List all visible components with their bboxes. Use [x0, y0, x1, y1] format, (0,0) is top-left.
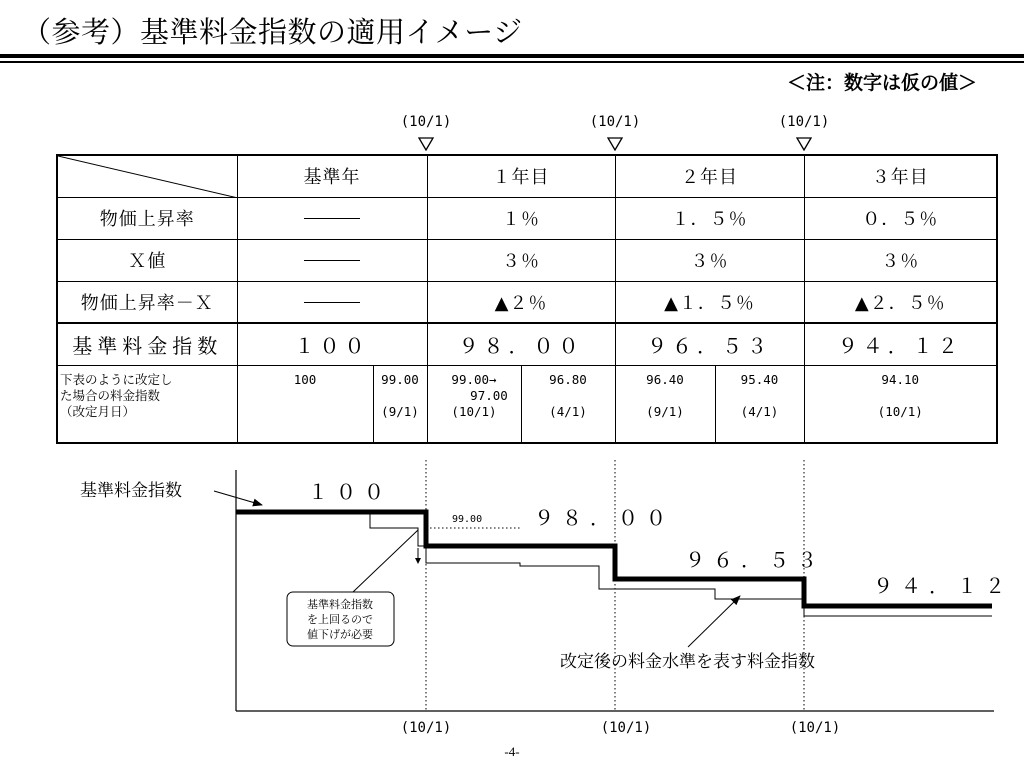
revision-date: (9/1) — [381, 403, 419, 419]
revision-value: 99.00 — [381, 371, 419, 387]
row-label-inflation: 物価上昇率 — [57, 197, 237, 239]
revision-date: (9/1) — [646, 403, 684, 419]
revision-value: 100 — [293, 371, 317, 387]
revision-value: 95.40 — [740, 371, 779, 387]
index-label-leader — [214, 491, 262, 505]
revision-value: 94.10 — [881, 371, 920, 387]
base-index-year-3: ９４．１２ — [804, 323, 997, 365]
bottom-date-label-3: (10/1) — [789, 720, 841, 736]
page-title: （参考）基準料金指数の適用イメージ — [22, 15, 523, 49]
x-value-year-1: ３％ — [427, 239, 615, 281]
revision-date: (10/1) — [877, 403, 923, 419]
top-date-label-3: (10/1) — [778, 114, 830, 130]
top-date-label-2: (10/1) — [589, 114, 641, 130]
revision-value-2: 97.00 — [470, 387, 508, 403]
inflation-year-3: ０．５％ — [804, 197, 997, 239]
inflation-year-1: １％ — [427, 197, 615, 239]
row-label-inflation-minus-x: 物価上昇率－Ｘ — [57, 281, 237, 323]
row-label-x-value: Ｘ値 — [57, 239, 237, 281]
base-index-base: １００ — [237, 323, 427, 365]
chart-small-value: 99.00 — [452, 514, 483, 525]
bottom-date-label-2: (10/1) — [600, 720, 652, 736]
callout-leader — [353, 530, 418, 592]
down-arrow-head — [415, 558, 421, 564]
revision-label-line-2: た場合の料金指数 — [60, 387, 161, 403]
base-index-year-2: ９６．５３ — [615, 323, 804, 365]
inflation-minus-x-year-2: ▲１．５％ — [615, 281, 804, 323]
revision-value: 99.00→ — [451, 371, 497, 387]
x-value-year-3: ３％ — [804, 239, 997, 281]
revision-value: 96.80 — [549, 371, 587, 387]
header-year-3: ３年目 — [804, 155, 997, 197]
chart-revised-label: 改定後の料金水準を表す料金指数 — [560, 652, 815, 672]
header-year-2: ２年目 — [615, 155, 804, 197]
header-year-1: １年目 — [427, 155, 615, 197]
page-number: -4- — [504, 744, 520, 759]
chart-value-year-2: ９６．５３ — [685, 548, 825, 572]
revised-label-leader — [688, 596, 740, 647]
x-value-year-2: ３％ — [615, 239, 804, 281]
inflation-minus-x-year-3: ▲２．５％ — [804, 281, 997, 323]
inflation-year-2: １．５％ — [615, 197, 804, 239]
bottom-date-label-1: (10/1) — [400, 720, 452, 736]
chart-index-label: 基準料金指数 — [80, 481, 182, 501]
revision-date: (4/1) — [549, 403, 587, 419]
callout-line-1: 基準料金指数 — [307, 598, 373, 611]
revision-value: 96.40 — [646, 371, 684, 387]
chart-value-year-3: ９４．１２ — [873, 574, 1013, 598]
callout-line-3: 値下げが必要 — [307, 628, 373, 641]
revision-label-line-3: （改定月日） — [60, 403, 136, 419]
revision-label-line-1: 下表のように改定し — [60, 371, 173, 387]
base-index-year-1: ９８．００ — [427, 323, 615, 365]
row-label-base-index: 基準料金指数 — [57, 323, 237, 365]
chart-value-year-1: ９８．００ — [534, 506, 674, 530]
header-base-year: 基準年 — [237, 155, 427, 197]
top-date-label-1: (10/1) — [400, 114, 452, 130]
revision-date: (4/1) — [740, 403, 779, 419]
note-text: ＜注：数字は仮の値＞ — [786, 72, 977, 94]
callout-line-2: を上回るので — [307, 613, 373, 626]
chart-value-base: １００ — [308, 480, 392, 504]
inflation-minus-x-year-1: ▲２％ — [427, 281, 615, 323]
revision-date: (10/1) — [451, 403, 497, 419]
